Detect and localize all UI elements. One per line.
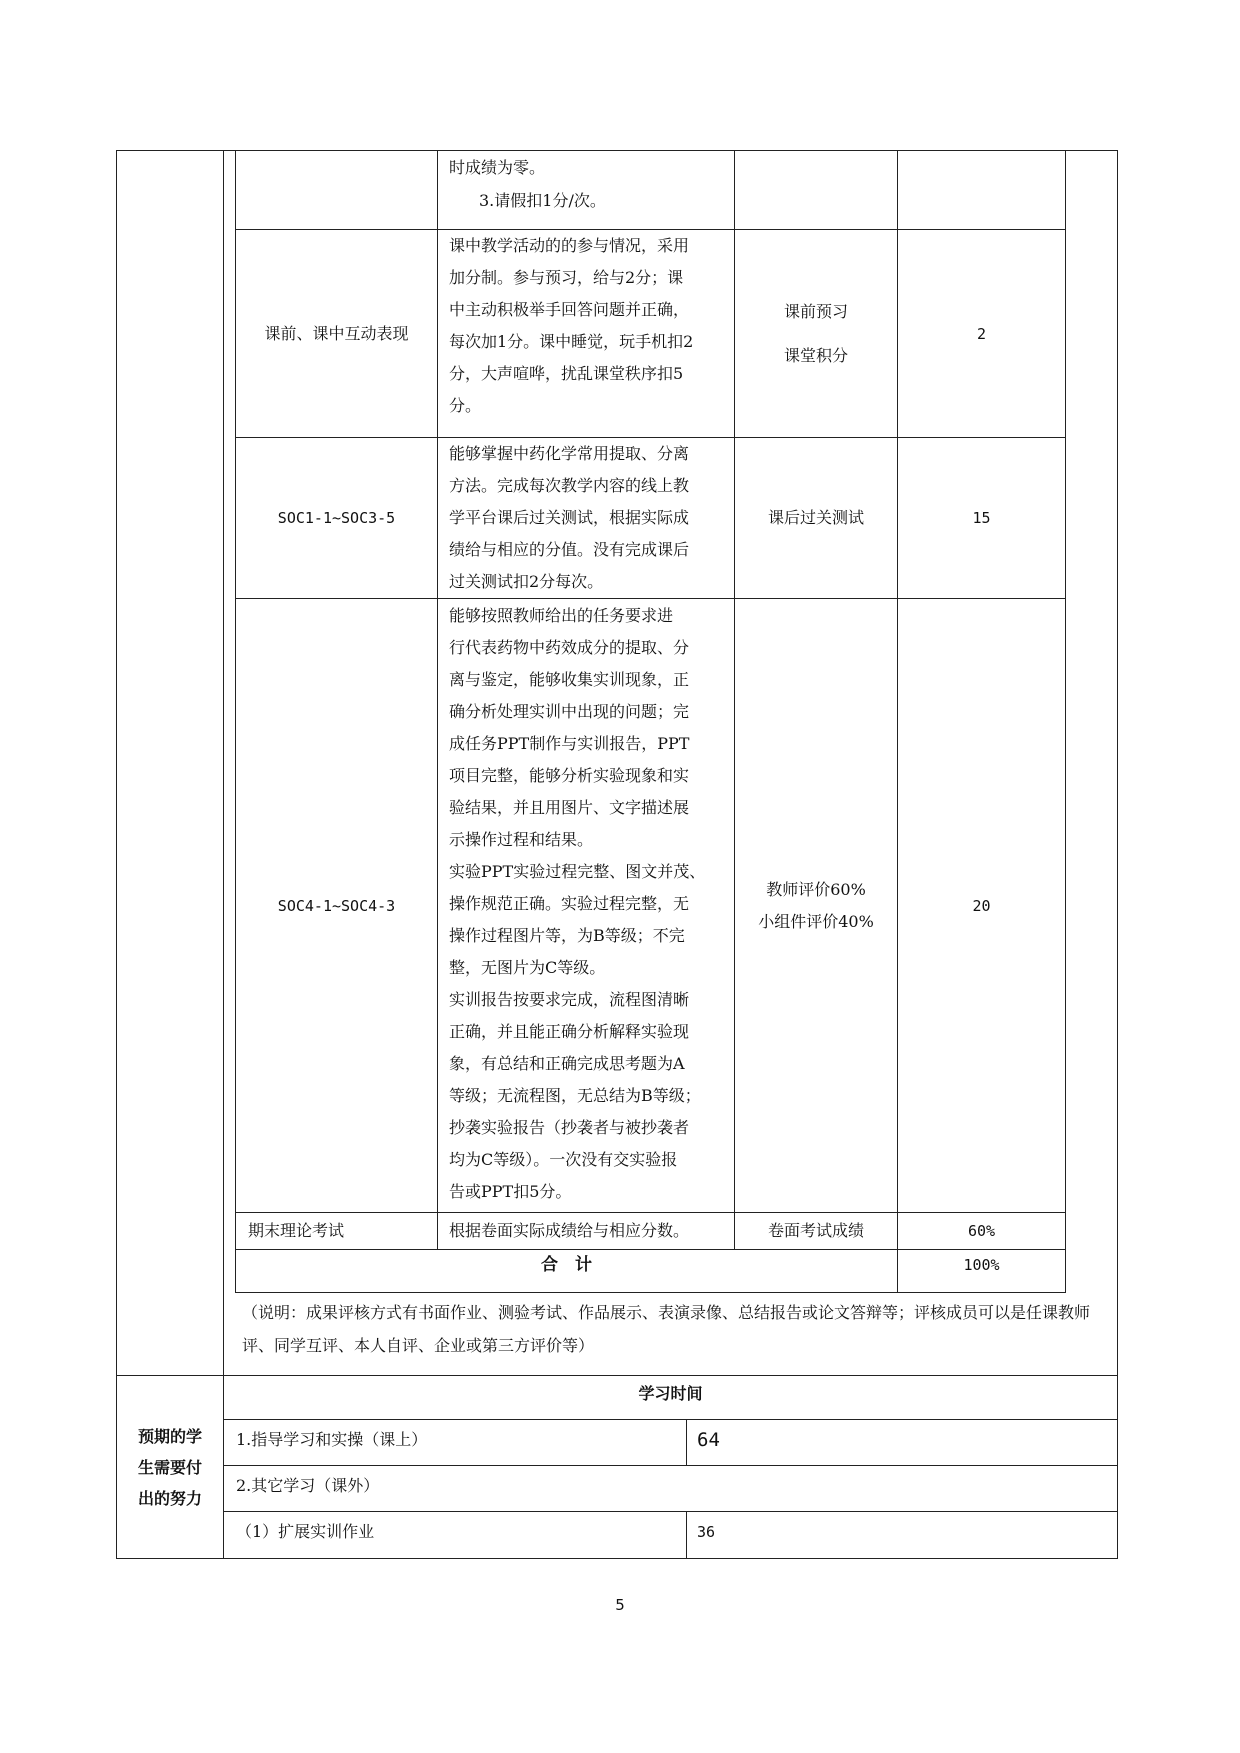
total-label: 合 计 — [541, 1255, 592, 1275]
row-1-evidence-line: 课堂积分 — [783, 345, 848, 365]
row-3-method-line: 成任务PPT制作与实训报告，PPT — [449, 734, 690, 753]
row-4-evidence: 卷面考试成绩 — [767, 1221, 864, 1240]
row-3-method-line: 项目完整，能够分析实验现象和实 — [449, 766, 690, 785]
row-1-method-line: 中主动积极举手回答问题并正确， — [449, 300, 690, 319]
row-3-evidence-line: 教师评价60% — [766, 879, 866, 899]
effort-row-1-label: 1.指导学习和实操（课上） — [236, 1430, 428, 1449]
effort-label-line: 出的努力 — [137, 1488, 202, 1508]
row-3-method-line: 行代表药物中药效成分的提取、分 — [449, 638, 690, 657]
row-2-score: 15 — [972, 509, 991, 527]
inner-top-border — [235, 150, 1066, 151]
row-1-method-line: 课中教学活动的的参与情况，采用 — [449, 236, 690, 255]
effort-label-line: 预期的学 — [137, 1426, 202, 1446]
row-1-method-line: 加分制。参与预习，给与2分；课 — [449, 268, 684, 287]
page-number: 5 — [615, 1596, 625, 1614]
row-3-method-line: 确分析处理实训中出现的问题；完 — [449, 702, 690, 721]
outer-left-border — [116, 150, 117, 1559]
row-1-method-line: 每次加1分。课中睡觉，玩手机扣2 — [449, 332, 694, 351]
row-3-method-line: 象，有总结和正确完成思考题为A — [449, 1054, 685, 1073]
row-2-method-line: 能够掌握中药化学常用提取、分离 — [449, 444, 690, 463]
row-3-method-line: 等级；无流程图，无总结为B等级； — [449, 1086, 701, 1105]
row-3-evidence — [735, 599, 897, 1212]
row-1-score: 2 — [976, 324, 987, 343]
row-4-item: 期末理论考试 — [248, 1221, 345, 1240]
row-3-method-line: 实训报告按要求完成，流程图清晰 — [449, 990, 690, 1009]
row-3-method-line: 均为C等级）。一次没有交实验报 — [449, 1150, 678, 1169]
row-1-method-line: 分，大声喧哗，扰乱课堂秩序扣5 — [449, 364, 684, 383]
row-3-method-line: 离与鉴定，能够收集实训现象，正 — [449, 670, 690, 689]
effort-col-line-1 — [686, 1419, 687, 1466]
row-3-method-line: 实验PPT实验过程完整、图文并茂、 — [449, 862, 706, 881]
outer-bottom-border — [116, 1558, 1118, 1559]
row-3-method-line: 操作规范正确。实验过程完整，无 — [449, 894, 690, 913]
effort-section-label — [117, 1376, 223, 1558]
row-3-method-line: 抄袭实验报告（抄袭者与被抄袭者 — [449, 1118, 690, 1137]
row-3-evidence-line: 小组件评价40% — [758, 911, 874, 931]
total-value: 100% — [963, 1256, 1000, 1274]
effort-row-3-value: 36 — [697, 1523, 716, 1541]
row-2-method — [449, 438, 739, 598]
row-3-method-line: 能够按照教师给出的任务要求进 — [449, 606, 674, 625]
row-3-method-line: 告或PPT扣5分。 — [449, 1182, 572, 1201]
effort-row-3-label: （1）扩展实训作业 — [236, 1522, 375, 1541]
row-3-method-line: 整，无图片为C等级。 — [449, 958, 606, 977]
row-4-method: 根据卷面实际成绩给与相应分数。 — [449, 1221, 690, 1240]
row-2-method-line: 学平台课后过关测试，根据实际成 — [449, 508, 690, 527]
row-1-method — [449, 230, 739, 422]
effort-row-1-value: 64 — [697, 1429, 720, 1451]
row-2-method-line: 过关测试扣2分每次。 — [449, 572, 604, 591]
inner-bottom-border — [235, 1292, 1066, 1293]
row-1-item: 课前、课中互动表现 — [264, 323, 409, 343]
row-2-item: SOC1-1~SOC3-5 — [277, 509, 396, 527]
row-3-method — [449, 600, 739, 1208]
row-1-evidence-line: 课前预习 — [783, 301, 848, 321]
row-2-method-line: 方法。完成每次教学内容的线上教 — [449, 476, 690, 495]
row-3-method-line: 操作过程图片等，为B等级；不完 — [449, 926, 685, 945]
row-3-method-line: 示操作过程和结果。 — [449, 830, 594, 849]
label-column-divider — [223, 150, 224, 1559]
inner-col-line-1 — [437, 150, 438, 1250]
row-1-evidence — [735, 230, 897, 437]
effort-label-line: 生需要付 — [137, 1457, 202, 1477]
effort-col-line-2 — [686, 1511, 687, 1559]
row-1-method-line: 分。 — [449, 396, 482, 415]
row-3-method-line: 验结果，并且用图片、文字描述展 — [449, 798, 690, 817]
row-3-method-line: 正确，并且能正确分析解释实验现 — [449, 1022, 690, 1041]
row-4-score: 60% — [967, 1222, 996, 1240]
outer-right-border — [1117, 150, 1118, 1559]
inner-right-border — [1065, 150, 1066, 1293]
row-2-method-line: 绩给与相应的分值。没有完成课后 — [449, 540, 690, 559]
continued-method-line-2: 3.请假扣1分/次。 — [479, 191, 606, 210]
assessment-note: （说明：成果评核方式有书面作业、测验考试、作品展示、表演录像、总结报告或论文答辩等；评核成员可以是任课教师评、同学互评、本人自评、企业或第三方评价等） — [242, 1303, 1091, 1355]
continued-method-line-1: 时成绩为零。 — [449, 158, 546, 177]
study-time-header: 学习时间 — [638, 1384, 703, 1403]
row-3-score: 20 — [972, 896, 991, 915]
row-3-item: SOC4-1~SOC4-3 — [277, 896, 396, 915]
row-2-evidence: 课后过关测试 — [767, 508, 864, 527]
effort-row-2-label: 2.其它学习（课外） — [236, 1476, 380, 1495]
